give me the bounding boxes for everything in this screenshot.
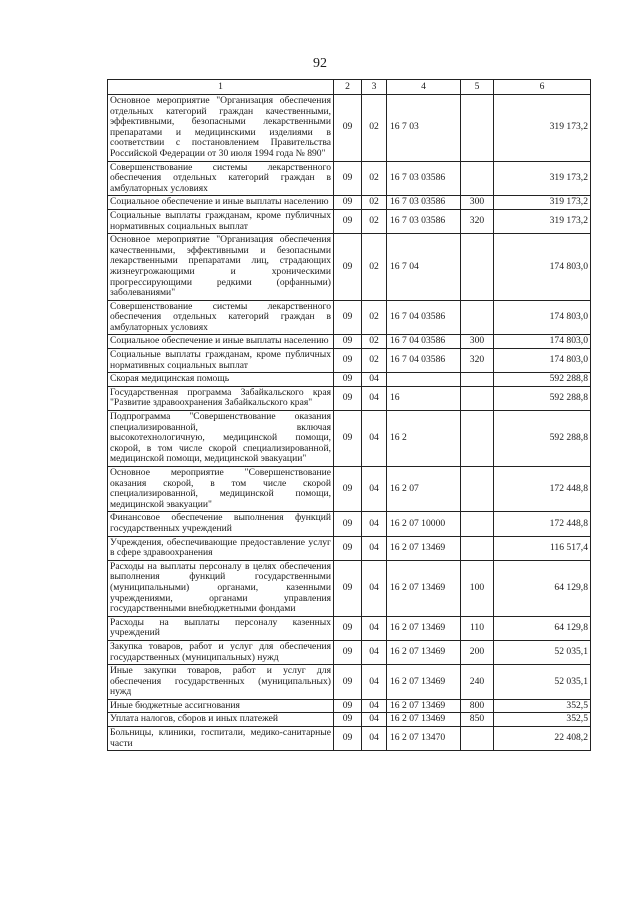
row-section: 09: [334, 161, 362, 196]
row-name: Иные бюджетные ассигнования: [108, 699, 334, 713]
table-row: [108, 209, 591, 233]
row-target-code: 16 2 07 10000: [387, 512, 461, 536]
row-section: 09: [334, 335, 362, 349]
row-target-code: 16 2 07 13470: [387, 727, 461, 751]
row-subsection: 02: [362, 300, 387, 335]
row-subsection: 02: [362, 349, 387, 373]
row-amount: 319 173,2: [494, 95, 591, 162]
row-target-code: 16 7 04: [387, 234, 461, 301]
row-amount: 52 035,1: [494, 665, 591, 700]
row-subsection: 02: [362, 209, 387, 233]
table-row: [108, 665, 591, 700]
table-row: [108, 335, 591, 349]
row-target-code: 16 7 04 03586: [387, 349, 461, 373]
row-section: 09: [334, 560, 362, 616]
row-section: 09: [334, 512, 362, 536]
row-subsection: 04: [362, 536, 387, 560]
table-row: [108, 616, 591, 640]
row-expense-type: 300: [461, 196, 494, 210]
row-amount: 352,5: [494, 713, 591, 727]
row-expense-type: 320: [461, 209, 494, 233]
row-amount: 592 288,8: [494, 411, 591, 467]
table-row: [108, 300, 591, 335]
row-section: 09: [334, 699, 362, 713]
header-col-3: 3: [362, 80, 387, 95]
row-subsection: 04: [362, 560, 387, 616]
row-section: 09: [334, 616, 362, 640]
row-target-code: 16 2 07 13469: [387, 560, 461, 616]
row-section: 09: [334, 234, 362, 301]
table-header-row: [108, 80, 591, 95]
table-row: [108, 727, 591, 751]
header-col-4: 4: [387, 80, 461, 95]
row-subsection: 04: [362, 386, 387, 410]
table-row: [108, 713, 591, 727]
row-subsection: 04: [362, 512, 387, 536]
row-section: 09: [334, 536, 362, 560]
row-expense-type: [461, 512, 494, 536]
row-amount: 52 035,1: [494, 640, 591, 664]
row-target-code: 16 2: [387, 411, 461, 467]
row-subsection: 04: [362, 665, 387, 700]
row-target-code: 16 7 03 03586: [387, 161, 461, 196]
page-number: 92: [313, 56, 327, 71]
row-expense-type: [461, 234, 494, 301]
row-name: Социальные выплаты гражданам, кроме публичных нормативных социальных выплат: [108, 209, 334, 233]
row-name: Учреждения, обеспечивающие предоставление услуг в сфере здравоохранения: [108, 536, 334, 560]
row-target-code: 16 7 03 03586: [387, 196, 461, 210]
row-target-code: 16 2 07 13469: [387, 536, 461, 560]
row-amount: 352,5: [494, 699, 591, 713]
row-subsection: 02: [362, 161, 387, 196]
row-name: Подпрограмма "Совершенствование оказания специализированной, включая высокотехнологичную, медицинской помощи, скорой, в том числе скорой специализированной, медицинской помощи, медицинской эвакуации": [108, 411, 334, 467]
table-row: [108, 699, 591, 713]
row-subsection: 02: [362, 95, 387, 162]
row-section: 09: [334, 95, 362, 162]
table-row: [108, 161, 591, 196]
row-name: Государственная программа Забайкальского края "Развитие здравоохранения Забайкальского края": [108, 386, 334, 410]
row-name: Финансовое обеспечение выполнения функций государственных учреждений: [108, 512, 334, 536]
row-name: Расходы на выплаты персоналу казенных учреждений: [108, 616, 334, 640]
row-expense-type: 800: [461, 699, 494, 713]
row-target-code: 16 7 03: [387, 95, 461, 162]
row-amount: 22 408,2: [494, 727, 591, 751]
row-name: Социальное обеспечение и иные выплаты населению: [108, 335, 334, 349]
row-subsection: 04: [362, 616, 387, 640]
table-row: [108, 411, 591, 467]
row-name: Совершенствование системы лекарственного обеспечения отдельных категорий граждан в амбулаторных условиях: [108, 161, 334, 196]
row-subsection: 02: [362, 335, 387, 349]
row-name: Скорая медицинская помощь: [108, 373, 334, 387]
row-name: Уплата налогов, сборов и иных платежей: [108, 713, 334, 727]
row-target-code: 16 7 04 03586: [387, 300, 461, 335]
row-target-code: 16 7 03 03586: [387, 209, 461, 233]
row-name: Закупка товаров, работ и услуг для обеспечения государственных (муниципальных) нужд: [108, 640, 334, 664]
row-expense-type: 100: [461, 560, 494, 616]
row-target-code: 16: [387, 386, 461, 410]
table-row: [108, 196, 591, 210]
row-expense-type: [461, 161, 494, 196]
row-amount: 319 173,2: [494, 196, 591, 210]
row-target-code: 16 2 07: [387, 467, 461, 512]
row-section: 09: [334, 727, 362, 751]
row-section: 09: [334, 386, 362, 410]
row-expense-type: 110: [461, 616, 494, 640]
row-expense-type: [461, 300, 494, 335]
row-subsection: 02: [362, 196, 387, 210]
row-amount: 174 803,0: [494, 349, 591, 373]
header-col-5: 5: [461, 80, 494, 95]
row-name: Совершенствование системы лекарственного обеспечения отдельных категорий граждан в амбулаторных условиях: [108, 300, 334, 335]
row-amount: 116 517,4: [494, 536, 591, 560]
table-row: [108, 640, 591, 664]
row-section: 09: [334, 665, 362, 700]
row-amount: 592 288,8: [494, 373, 591, 387]
row-name: Социальные выплаты гражданам, кроме публичных нормативных социальных выплат: [108, 349, 334, 373]
row-amount: 174 803,0: [494, 335, 591, 349]
row-target-code: 16 2 07 13469: [387, 640, 461, 664]
row-amount: 174 803,0: [494, 234, 591, 301]
row-expense-type: [461, 536, 494, 560]
row-section: 09: [334, 640, 362, 664]
row-target-code: 16 2 07 13469: [387, 699, 461, 713]
row-target-code: 16 2 07 13469: [387, 665, 461, 700]
row-amount: 172 448,8: [494, 467, 591, 512]
row-expense-type: 240: [461, 665, 494, 700]
row-target-code: [387, 373, 461, 387]
row-expense-type: 320: [461, 349, 494, 373]
row-section: 09: [334, 349, 362, 373]
budget-table: [107, 79, 591, 751]
row-amount: 319 173,2: [494, 161, 591, 196]
table-row: [108, 234, 591, 301]
row-target-code: 16 7 04 03586: [387, 335, 461, 349]
row-section: 09: [334, 411, 362, 467]
row-name: Социальное обеспечение и иные выплаты населению: [108, 196, 334, 210]
table-row: [108, 467, 591, 512]
row-expense-type: [461, 411, 494, 467]
row-section: 09: [334, 300, 362, 335]
row-section: 09: [334, 196, 362, 210]
row-subsection: 04: [362, 467, 387, 512]
row-section: 09: [334, 373, 362, 387]
row-section: 09: [334, 467, 362, 512]
row-name: Основное мероприятие "Организация обеспечения отдельных категорий граждан качественными, эффективными, безопасными лекарственными препаратами и медицинскими изделиями в соответствии с постановлением Правительства Российской Федерации от 30 июля 1994 года № 890": [108, 95, 334, 162]
row-subsection: 04: [362, 373, 387, 387]
row-expense-type: [461, 386, 494, 410]
row-amount: 319 173,2: [494, 209, 591, 233]
row-expense-type: [461, 467, 494, 512]
row-subsection: 04: [362, 727, 387, 751]
table-row: [108, 349, 591, 373]
row-expense-type: [461, 373, 494, 387]
row-subsection: 04: [362, 640, 387, 664]
row-amount: 64 129,8: [494, 616, 591, 640]
row-expense-type: 300: [461, 335, 494, 349]
row-expense-type: [461, 727, 494, 751]
row-name: Основное мероприятие "Совершенствование оказания скорой, в том числе скорой специализированной, медицинской помощи, медицинской эвакуации": [108, 467, 334, 512]
row-name: Расходы на выплаты персоналу в целях обеспечения выполнения функций государственными (муниципальными) органами, казенными учреждениями, органами управления государственными внебюджетными фондами: [108, 560, 334, 616]
row-expense-type: 850: [461, 713, 494, 727]
header-col-2: 2: [334, 80, 362, 95]
row-subsection: 04: [362, 713, 387, 727]
table-row: [108, 560, 591, 616]
row-target-code: 16 2 07 13469: [387, 713, 461, 727]
row-name: Иные закупки товаров, работ и услуг для обеспечения государственных (муниципальных) нужд: [108, 665, 334, 700]
row-subsection: 04: [362, 699, 387, 713]
row-amount: 174 803,0: [494, 300, 591, 335]
row-subsection: 02: [362, 234, 387, 301]
header-col-6: 6: [494, 80, 591, 95]
row-amount: 592 288,8: [494, 386, 591, 410]
table-row: [108, 536, 591, 560]
row-expense-type: [461, 95, 494, 162]
row-amount: 172 448,8: [494, 512, 591, 536]
table-row: [108, 386, 591, 410]
row-section: 09: [334, 713, 362, 727]
header-col-1: 1: [108, 80, 334, 95]
row-section: 09: [334, 209, 362, 233]
table-row: [108, 95, 591, 162]
row-amount: 64 129,8: [494, 560, 591, 616]
table-row: [108, 373, 591, 387]
row-name: Больницы, клиники, госпитали, медико-санитарные части: [108, 727, 334, 751]
row-name: Основное мероприятие "Организация обеспечения качественными, эффективными и безопасными лекарственными препаратами лиц, страдающих жизнеугрожающими и хроническими прогрессирующими редкими (орфанными) заболеваниями": [108, 234, 334, 301]
row-expense-type: 200: [461, 640, 494, 664]
row-target-code: 16 2 07 13469: [387, 616, 461, 640]
table-row: [108, 512, 591, 536]
row-subsection: 04: [362, 411, 387, 467]
